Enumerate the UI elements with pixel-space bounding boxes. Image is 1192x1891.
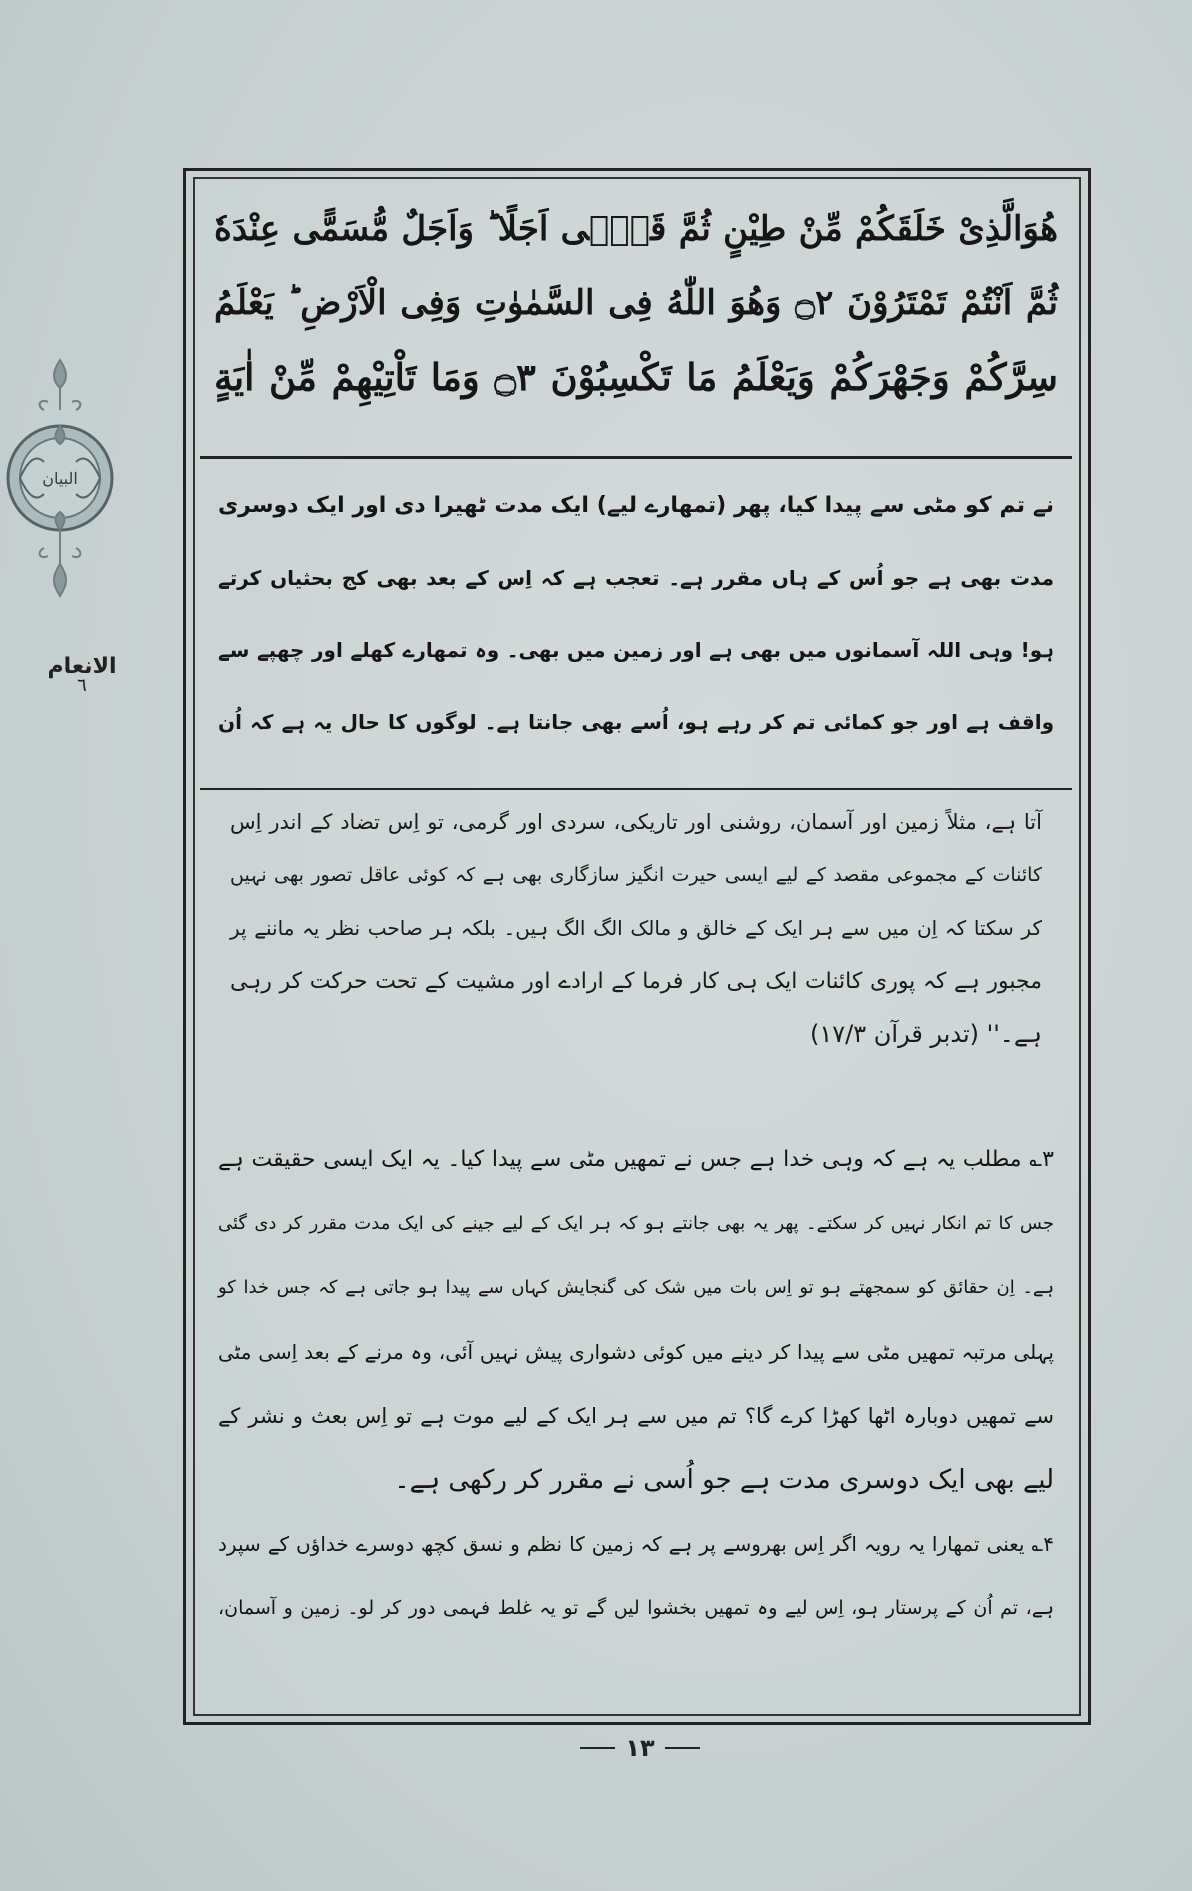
footnote-line: جس کا تم انکار نہیں کر سکتے۔ پھر یہ بھی جانتے ہو کہ ہر ایک کے لیے جینے کی ایک مدت مقرر کر دی گئی xyxy=(218,1213,1054,1234)
page-number-text: ۱۳ xyxy=(625,1734,655,1762)
footnote-line: ہے۔ اِن حقائق کو سمجھتے ہو تو اِس بات میں شک کی گنجایش کہاں سے پیدا ہو جاتی ہے کہ جس خدا کو xyxy=(218,1277,1054,1298)
surah-label xyxy=(42,654,122,696)
note-line: کر سکتا کہ اِن میں سے ہر ایک کے خالق و مالک الگ الگ ہیں۔ بلکہ ہر صاحب نظر یہ ماننے پر xyxy=(230,916,1042,940)
verse-line: ثُمَّ اَنْتُمْ تَمْتَرُوْنَ ۝٢ وَهُوَ اللّٰهُ فِی السَّمٰوٰتِ وَفِی الْاَرْضِ ؕ یَعْلَمُ xyxy=(214,283,1058,323)
note-line: مجبور ہے کہ پوری کائنات ایک ہی کار فرما کے ارادے اور مشیت کے تحت حرکت کر رہی xyxy=(230,969,1042,994)
translation-line: ہو! وہی اللہ آسمانوں میں بھی ہے اور زمین میں بھی۔ وہ تمھارے کھلے اور چھپے سے xyxy=(218,638,1054,662)
note-line: ہے۔'' (تدبر قرآن ۱۷/۳) xyxy=(810,1020,1042,1048)
divider xyxy=(200,456,1072,459)
footnote-block xyxy=(200,1128,1072,1640)
translation-line: نے تم کو مٹی سے پیدا کیا، پھر (تمھارے لیے) ایک مدت ٹھیرا دی اور ایک دوسری xyxy=(218,493,1054,518)
verse-line: سِرَّكُمْ وَجَهْرَكُمْ وَیَعْلَمُ مَا تَكْسِبُوْنَ ۝٣ وَمَا تَاْتِیْهِمْ مِّنْ اٰیَةٍ xyxy=(214,355,1058,399)
surah-name: الانعام xyxy=(47,654,117,679)
note-line: آتا ہے، مثلاً زمین اور آسمان، روشنی اور تاریکی، سردی اور گرمی، تو اِس تضاد کے اندر اِس xyxy=(230,810,1042,834)
note-line: کائنات کے مجموعی مقصد کے لیے ایسی حیرت انگیز سازگاری بھی ہے کہ کوئی عاقل تصور بھی نہیں xyxy=(230,864,1042,886)
footnote-line: ۴؎ یعنی تمھارا یہ رویہ اگر اِس بھروسے پر ہے کہ زمین کا نظم و نسق کچھ دوسرے خداؤں کے سپرد xyxy=(218,1532,1054,1556)
verse-line: هُوَالَّذِیْ خَلَقَكُمْ مِّنْ طِیْنٍ ثُمَّ قَضٰۤی اَجَلًا ؕ وَاَجَلٌ مُّسَمًّی عِنْدَهٗ xyxy=(214,209,1058,249)
page-number xyxy=(570,1733,710,1763)
footnote-line: پہلی مرتبہ تمھیں مٹی سے پیدا کر دینے میں کوئی دشواری پیش نہیں آئی، وہ مرنے کے بعد اِسی مٹی xyxy=(218,1340,1054,1364)
note-block xyxy=(200,796,1072,1061)
emblem-text: البیان xyxy=(42,469,78,488)
ornament-medallion-icon xyxy=(0,350,120,670)
footnote-line: ۳؎ مطلب یہ ہے کہ وہی خدا ہے جس نے تمھیں مٹی سے پیدا کیا۔ یہ ایک ایسی حقیقت ہے xyxy=(218,1147,1054,1172)
surah-number: ٦ xyxy=(77,675,87,696)
footnote-line: ہے، تم اُن کے پرستار ہو، اِس لیے وہ تمھیں بخشوا لیں گے تو یہ غلط فہمی دور کر لو۔ زمین و آسمان، xyxy=(218,1597,1054,1619)
footnote-line: لیے بھی ایک دوسری مدت ہے جو اُسی نے مقرر کر رکھی ہے۔ xyxy=(394,1465,1054,1495)
dash-right xyxy=(665,1747,700,1749)
translation-line: واقف ہے اور جو کمائی تم کر رہے ہو، اُسے بھی جانتا ہے۔ لوگوں کا حال یہ ہے کہ اُن xyxy=(218,710,1054,734)
translation-block xyxy=(200,470,1072,758)
divider xyxy=(200,788,1072,790)
verse-block xyxy=(200,192,1072,414)
footnote-line: سے تمھیں دوبارہ اٹھا کھڑا کرے گا؟ تم میں سے ہر ایک کے لیے موت ہے تو اِس بعث و نشر کے xyxy=(218,1404,1054,1428)
translation-line: مدت بھی ہے جو اُس کے ہاں مقرر ہے۔ تعجب ہے کہ اِس کے بعد بھی کج بحثیاں کرتے xyxy=(218,566,1054,590)
dash-left xyxy=(580,1747,615,1749)
